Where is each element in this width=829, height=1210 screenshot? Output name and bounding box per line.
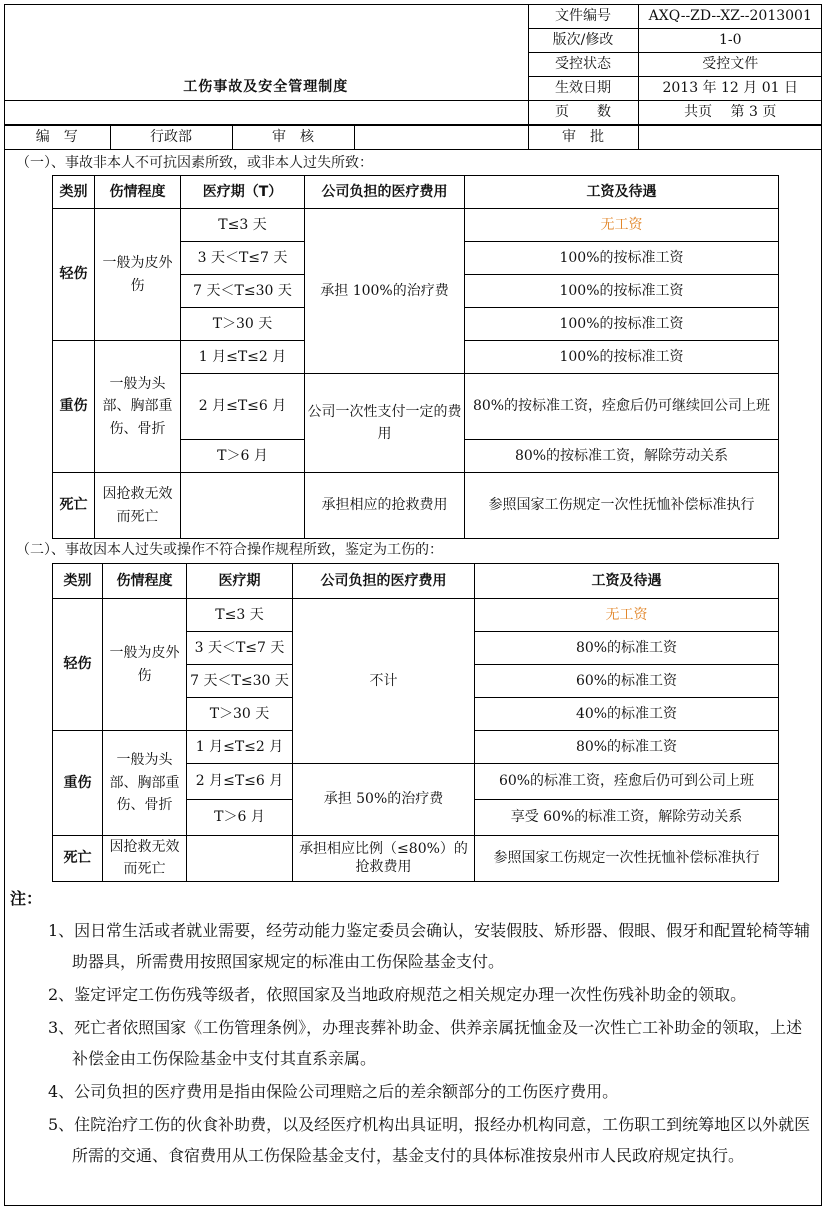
col-header: 医疗期 [187,564,293,599]
degree-cell: 一般为头部、胸部重伤、骨折 [103,731,187,836]
category-cell: 死亡 [53,836,103,882]
meta-label: 版次/修改 [528,29,638,53]
meta-value: 受控文件 [638,53,822,77]
period-cell: T＞6 月 [181,440,305,473]
cost-cell: 承担 50%的治疗费 [293,764,475,836]
wage-cell: 60%的标准工资 [475,665,779,698]
category-cell: 轻伤 [53,209,95,341]
wage-cell: 无工资 [465,209,779,242]
degree-cell: 一般为头部、胸部重伤、骨折 [95,341,181,473]
meta-value: AXQ--ZD--XZ--2013001 [638,5,822,29]
section1-table [52,175,779,539]
wage-cell: 40%的标准工资 [475,698,779,731]
col-header: 类别 [53,564,103,599]
meta-label: 页 数 [528,101,638,125]
col-header: 伤情程度 [103,564,187,599]
cost-cell: 不计 [293,599,475,764]
section1-heading: （一）、事故非本人不可抗因素所致，或非本人过失所致： [16,155,373,171]
wage-cell: 100%的按标准工资 [465,275,779,308]
period-cell: 2 月≤T≤6 月 [187,764,293,800]
wage-cell: 100%的按标准工资 [465,242,779,275]
period-cell: T≤3 天 [187,599,293,632]
meta-label: 受控状态 [528,53,638,77]
cost-cell: 承担相应比例（≤80%）的抢救费用 [293,836,475,882]
meta-label: 生效日期 [528,77,638,101]
sign-row [4,125,822,150]
wage-cell: 100%的按标准工资 [465,308,779,341]
cost-cell: 公司一次性支付一定的费用 [305,374,465,473]
period-cell: 2 月≤T≤6 月 [181,374,305,440]
note-item: 2、鉴定评定工伤伤残等级者，依照国家及当地政府规范之相关规定办理一次性伤残补助金的领取。 [48,985,747,1004]
wage-cell: 60%的标准工资，痊愈后仍可到公司上班 [475,764,779,800]
section2-table [52,563,779,882]
note-item: 5、住院治疗工伤的伙食补助费，以及经医疗机构出具证明，报经办机构同意，工伤职工到统筹地区以外就医所需的交通、食宿费用从工伤保险基金支付，基金支付的具体标准按泉州市人民政府规定执行。 [48,1115,811,1165]
wage-cell: 80%的标准工资 [475,632,779,665]
degree-cell: 一般为皮外伤 [103,599,187,731]
section2-heading: （二）、事故因本人过失或操作不符合操作规程所致，鉴定为工伤的： [16,542,443,558]
note-item: 1、因日常生活或者就业需要，经劳动能力鉴定委员会确认，安装假肢、矫形器、假眼、假牙和配置轮椅等辅助器具，所需费用按照国家规定的标准由工伤保险基金支付。 [48,921,811,971]
degree-cell: 因抢救无效而死亡 [95,473,181,539]
author-label: 编 写 [4,126,110,150]
note-item: 4、公司负担的医疗费用是指由保险公司理赔之后的差余额部分的工伤医疗费用。 [48,1082,619,1101]
period-cell: 1 月≤T≤2 月 [187,731,293,764]
col-header: 公司负担的医疗费用 [305,176,465,209]
wage-cell: 80%的标准工资 [475,731,779,764]
period-cell: 1 月≤T≤2 月 [181,341,305,374]
cost-cell: 承担相应的抢救费用 [305,473,465,539]
category-cell: 死亡 [53,473,95,539]
meta-value: 共页 第 3 页 [638,101,822,125]
document-header [4,4,822,125]
degree-cell: 一般为皮外伤 [95,209,181,341]
period-cell: 3 天＜T≤7 天 [181,242,305,275]
wage-cell: 参照国家工伤规定一次性抚恤补偿标准执行 [475,836,779,882]
col-header: 工资及待遇 [475,564,779,599]
wage-cell: 无工资 [475,599,779,632]
col-header: 类别 [53,176,95,209]
period-cell: 7 天＜T≤30 天 [187,665,293,698]
notes-label: 注： [10,889,43,908]
wage-cell: 100%的按标准工资 [465,341,779,374]
period-cell: 7 天＜T≤30 天 [181,275,305,308]
period-cell: T＞30 天 [181,308,305,341]
approve-label: 审 批 [528,126,638,150]
meta-value: 1-0 [638,29,822,53]
period-cell: T＞6 月 [187,800,293,836]
wage-cell: 80%的按标准工资，痊愈后仍可继续回公司上班 [465,374,779,440]
col-header: 医疗期（T） [181,176,305,209]
period-cell: T≤3 天 [181,209,305,242]
cost-cell: 承担 100%的治疗费 [305,209,465,374]
col-header: 伤情程度 [95,176,181,209]
meta-value: 2013 年 12 月 01 日 [638,77,822,101]
wage-cell: 80%的按标准工资，解除劳动关系 [465,440,779,473]
period-cell: T＞30 天 [187,698,293,731]
category-cell: 重伤 [53,731,103,836]
review-label: 审 核 [232,126,354,150]
degree-cell: 因抢救无效而死亡 [103,836,187,882]
wage-cell: 享受 60%的标准工资，解除劳动关系 [475,800,779,836]
col-header: 公司负担的医疗费用 [293,564,475,599]
meta-label: 文件编号 [528,5,638,29]
period-cell: 3 天＜T≤7 天 [187,632,293,665]
col-header: 工资及待遇 [465,176,779,209]
notes-section [10,886,818,1173]
category-cell: 轻伤 [53,599,103,731]
wage-cell: 参照国家工伤规定一次性抚恤补偿标准执行 [465,473,779,539]
document-title: 工伤事故及安全管理制度 [4,5,528,101]
note-item: 3、死亡者依照国家《工伤管理条例》，办理丧葬补助金、供养亲属抚恤金及一次性亡工补助金的领取，上述补偿金由工伤保险基金中支付其直系亲属。 [48,1018,803,1068]
author-value: 行政部 [110,126,232,150]
category-cell: 重伤 [53,341,95,473]
